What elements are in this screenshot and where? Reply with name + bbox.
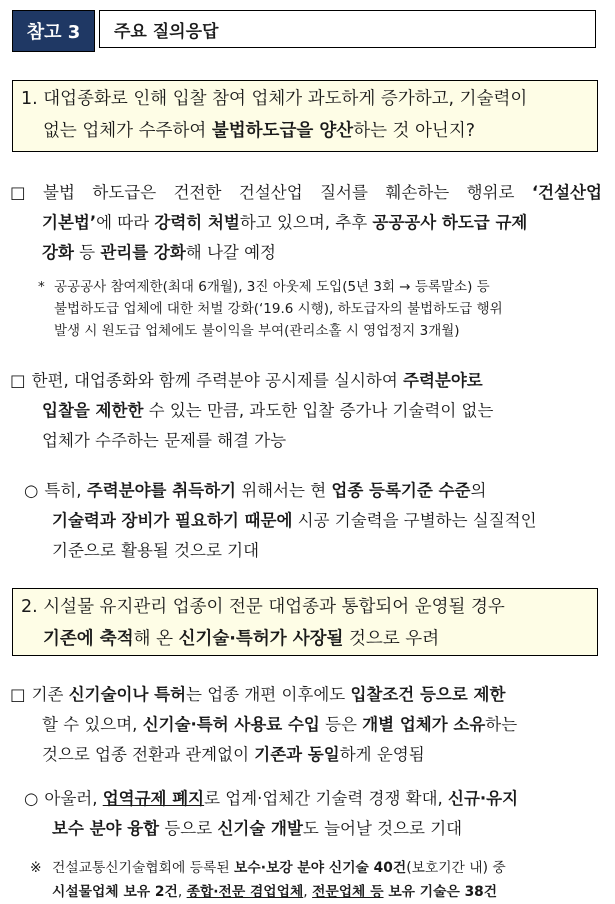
- question-1-line-1: 1. 대업종화로 인해 입찰 참여 업체가 과도하게 증가하고, 기술력이: [21, 89, 528, 109]
- answer-4-line-3: 것으로 업종 전환과 관계없이 기존과 동일하게 운영됨: [42, 745, 425, 764]
- answer-4-line-2: 할 수 있으며, 신기술·특허 사용료 수입 등은 개별 업체가 소유하는: [42, 715, 518, 734]
- answer-3-line-2: 기술력과 장비가 필요하기 때문에 시공 기술력을 구별하는 실질적인: [52, 511, 537, 530]
- answer-5: [10, 784, 602, 844]
- page-title: 주요 질의응답: [99, 10, 596, 48]
- reference-note: ※ 건설교통신기술협회에 등록된 보수·보강 분야 신기술 40건(보호기간 내) 중 시설물업체 보유 2건, 종합·전문 겸업업체, 전문업체 등 보유 기술은 38건: [30, 860, 506, 900]
- answer-3: [10, 476, 602, 566]
- checkbox-bullet: □: [10, 371, 26, 390]
- checkbox-bullet: □: [10, 183, 26, 202]
- answer-4-line-1: □ 기존 신기술이나 특허는 업종 개편 이후에도 입찰조건 등으로 제한: [10, 680, 602, 710]
- checkbox-bullet: □: [10, 685, 26, 704]
- question-2-line-2: 기존에 축적해 온 신기술·특허가 사장될 것으로 우려: [43, 629, 440, 649]
- answer-1-line-2: 기본법’에 따라 강력히 처벌하고 있으며, 추후 공공공사 하도급 규제: [42, 213, 528, 232]
- question-box-1: [12, 80, 598, 152]
- answer-2: [10, 366, 602, 456]
- answer-2-line-3: 업체가 수주하는 문제를 해결 가능: [42, 431, 287, 450]
- answer-2-line-1: □ 한편, 대업종화와 함께 주력분야 공시제를 실시하여 주력분야로: [10, 366, 602, 396]
- question-box-2: [12, 588, 598, 656]
- answer-1-line-1: □ 불법 하도급은 건전한 건설산업 질서를 훼손하는 행위로 ‘건설산업: [10, 178, 602, 208]
- question-2-line-1: 2. 시설물 유지관리 업종이 전문 대업종과 통합되어 운영될 경우: [21, 597, 505, 617]
- answer-5-line-1: ○ 아울러, 업역규제 폐지로 업계·업체간 기술력 경쟁 확대, 신규·유지: [10, 784, 602, 814]
- answer-2-line-2: 입찰을 제한한 수 있는 만큼, 과도한 입찰 증가나 기술력이 없는: [42, 401, 494, 420]
- answer-4: [10, 680, 602, 770]
- circle-bullet: ○: [24, 481, 39, 500]
- section-label: 참고 3: [12, 10, 95, 52]
- footnote-1: * 공공공사 참여제한(최대 6개월), 3진 아웃제 도입(5년 3회 → 등록말소) 등 불법하도급 업체에 대한 처벌 강화(‘19.6 시행), 하도급자의 불법하도급 행위 발생 시 원도급 업체에도 불이익을 부여(관리소홀 시 영업정지 3개월): [38, 279, 503, 339]
- answer-3-line-3: 기준으로 활용될 것으로 기대: [52, 541, 260, 560]
- answer-5-line-2: 보수 분야 융합 등으로 신기술 개발도 늘어날 것으로 기대: [52, 819, 463, 838]
- answer-3-line-1: ○ 특히, 주력분야를 취득하기 위해서는 현 업종 등록기준 수준의: [10, 476, 602, 506]
- answer-1: [10, 178, 602, 268]
- circle-bullet: ○: [24, 789, 39, 808]
- answer-1-line-3: 강화 등 관리를 강화해 나갈 예정: [42, 243, 276, 262]
- question-1-line-2: 없는 업체가 수주하여 불법하도급을 양산하는 것 아닌지?: [43, 121, 476, 141]
